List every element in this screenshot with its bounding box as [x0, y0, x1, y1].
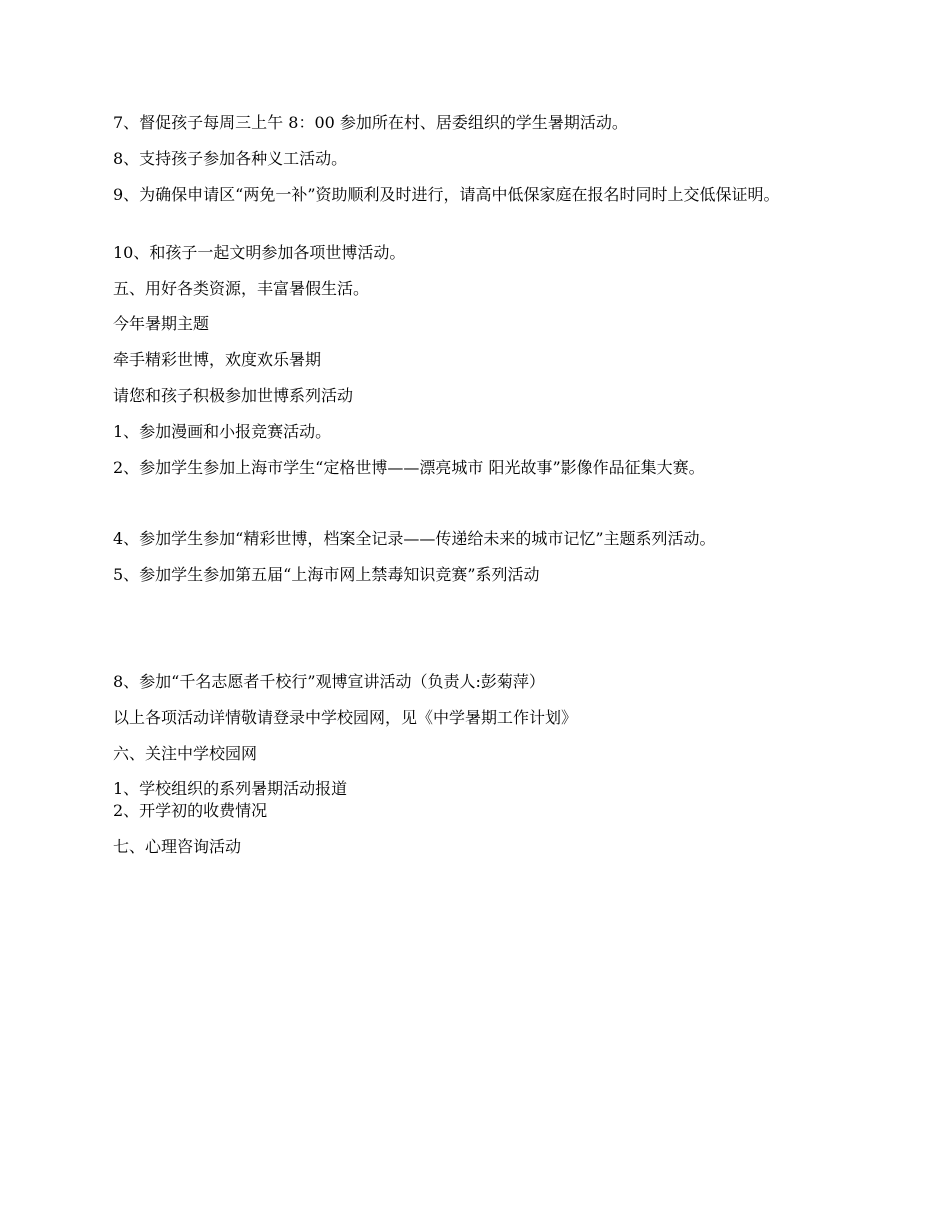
activity-details-note: 以上各项活动详情敬请登录中学校园网，见《中学暑期工作计划》: [113, 708, 578, 727]
paragraph-item-7: 7、督促孩子每周三上午 8：00 参加所在村、居委组织的学生暑期活动。: [113, 113, 628, 132]
website-item-2: 2、开学初的收费情况: [113, 801, 268, 820]
paragraph-item-9: 9、为确保申请区“两免一补”资助顺利及时进行，请高中低保家庭在报名时同时上交低保证明。: [113, 185, 780, 204]
paragraph-item-10: 10、和孩子一起文明参加各项世博活动。: [113, 243, 406, 262]
activity-item-4: 4、参加学生参加“精彩世博，档案全记录——传递给未来的城市记忆”主题系列活动。: [113, 529, 716, 548]
activity-item-5: 5、参加学生参加第五届“上海市网上禁毒知识竞赛”系列活动: [113, 565, 540, 584]
activity-intro: 请您和孩子积极参加世博系列活动: [113, 386, 354, 405]
section-heading-7: 七、心理咨询活动: [113, 837, 242, 856]
theme-title: 牵手精彩世博，欢度欢乐暑期: [113, 350, 322, 369]
theme-label: 今年暑期主题: [113, 314, 210, 333]
website-item-1: 1、学校组织的系列暑期活动报道: [113, 779, 348, 798]
section-heading-5: 五、用好各类资源，丰富暑假生活。: [113, 279, 370, 298]
section-heading-6: 六、关注中学校园网: [113, 744, 258, 763]
activity-item-2: 2、参加学生参加上海市学生“定格世博——漂亮城市 阳光故事”影像作品征集大赛。: [113, 458, 705, 477]
activity-item-8: 8、参加“千名志愿者千校行”观博宣讲活动（负责人:彭菊萍）: [113, 672, 545, 691]
activity-item-1: 1、参加漫画和小报竞赛活动。: [113, 422, 332, 441]
paragraph-item-8: 8、支持孩子参加各种义工活动。: [113, 149, 348, 168]
